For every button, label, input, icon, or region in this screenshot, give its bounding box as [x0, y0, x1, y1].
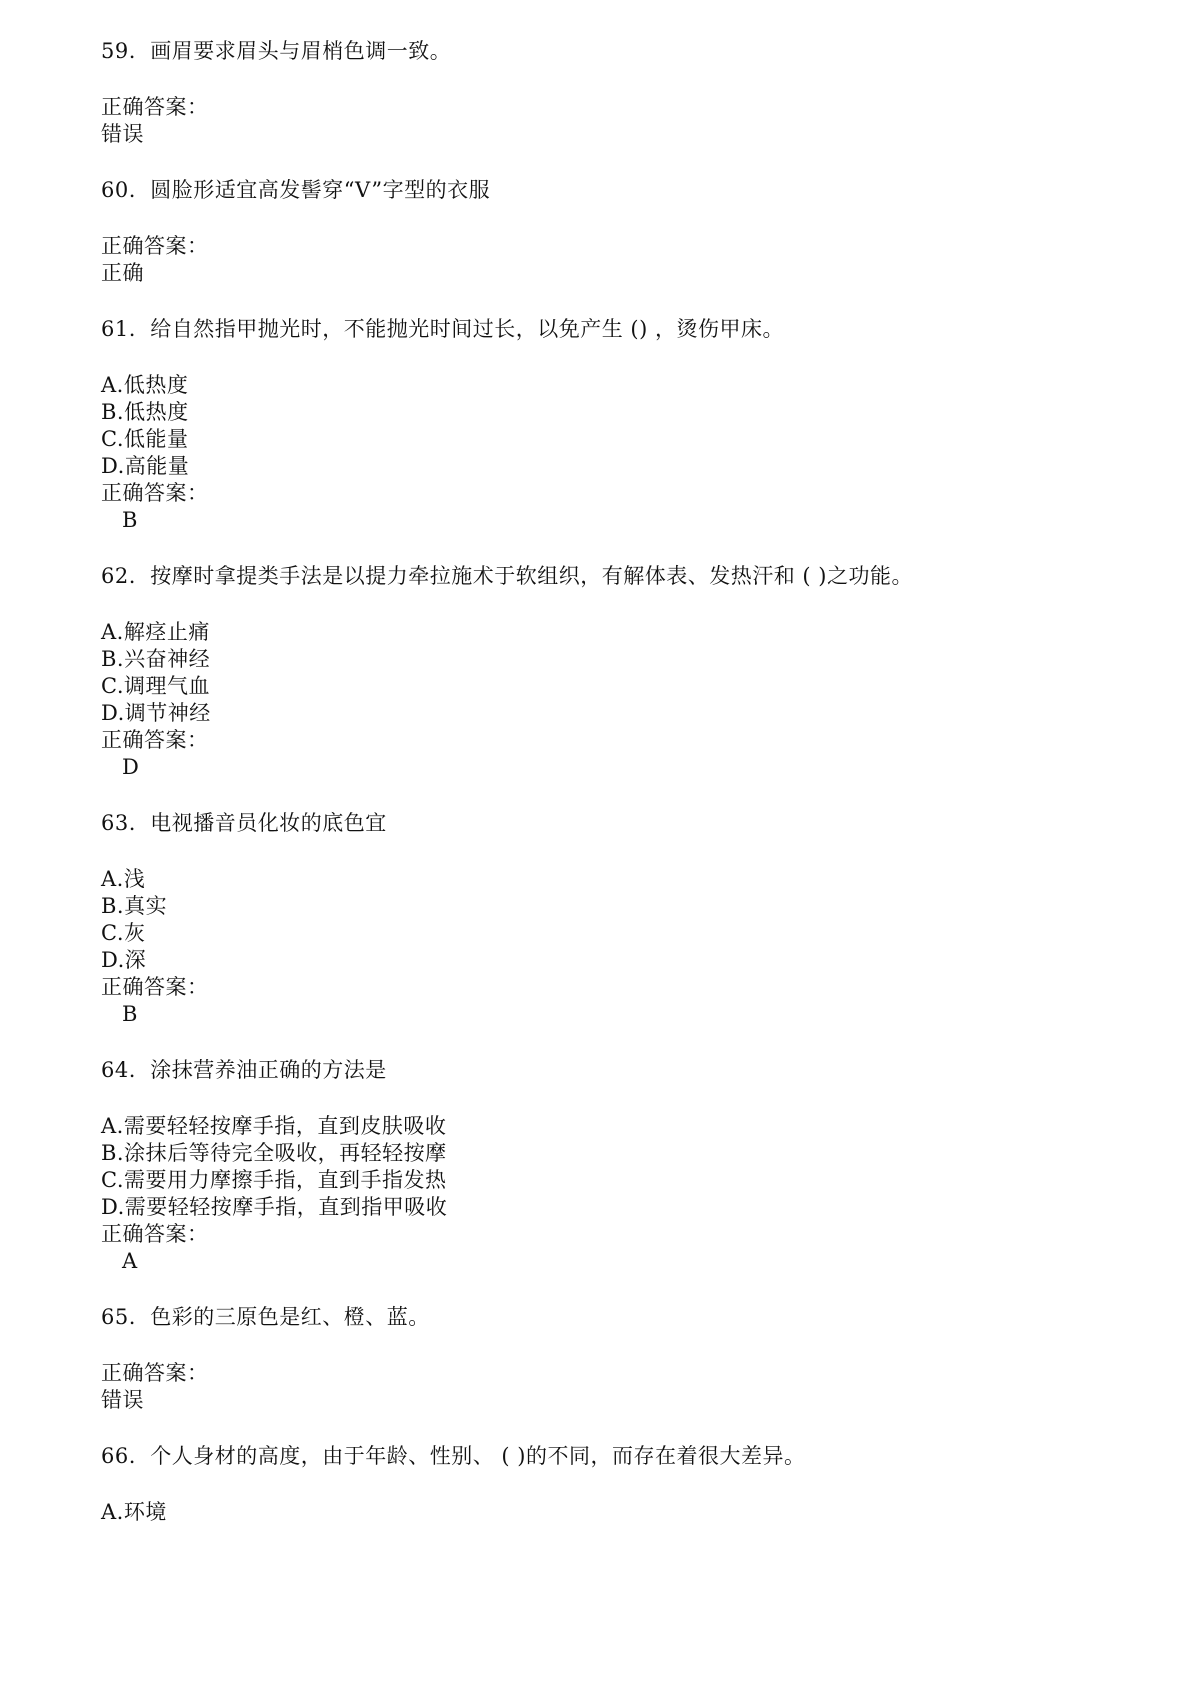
option-b: B.低热度 [101, 400, 189, 424]
option-d: D.高能量 [101, 454, 190, 478]
answer-label: 正确答案： [101, 481, 209, 505]
answer-label: 正确答案： [101, 728, 209, 752]
option-a: A.低热度 [101, 373, 189, 397]
answer-value: 错误 [101, 122, 144, 146]
question-stem: 64. 涂抹营养油正确的方法是 [101, 1058, 387, 1082]
question-stem: 66. 个人身材的高度，由于年龄、性别、 ( )的不同，而存在着很大差异。 [101, 1444, 806, 1468]
answer-value: A [122, 1249, 138, 1273]
answer-value: B [122, 1002, 138, 1026]
answer-label: 正确答案： [101, 1222, 209, 1246]
answer-label: 正确答案： [101, 975, 209, 999]
answer-value: 正确 [101, 261, 144, 285]
option-b: B.涂抹后等待完全吸收，再轻轻按摩 [101, 1141, 447, 1165]
option-c: C.低能量 [101, 427, 189, 451]
answer-value: D [122, 755, 140, 779]
option-b: B.兴奋神经 [101, 647, 211, 671]
answer-label: 正确答案： [101, 234, 209, 258]
answer-label: 正确答案： [101, 95, 209, 119]
question-stem: 65. 色彩的三原色是红、橙、蓝。 [101, 1305, 430, 1329]
option-a: A.解痉止痛 [101, 620, 210, 644]
option-d: D.需要轻轻按摩手指，直到指甲吸收 [101, 1195, 448, 1219]
option-a: A.需要轻轻按摩手指，直到皮肤吸收 [101, 1114, 447, 1138]
option-d: D.深 [101, 948, 147, 972]
question-stem: 60. 圆脸形适宜高发髻穿“V”字型的衣服 [101, 178, 491, 202]
option-a: A.环境 [101, 1500, 167, 1524]
question-stem: 59. 画眉要求眉头与眉梢色调一致。 [101, 39, 452, 63]
option-c: C.调理气血 [101, 674, 210, 698]
option-c: C.灰 [101, 921, 146, 945]
question-stem: 63. 电视播音员化妆的底色宜 [101, 811, 387, 835]
option-b: B.真实 [101, 894, 168, 918]
option-c: C.需要用力摩擦手指，直到手指发热 [101, 1168, 447, 1192]
option-d: D.调节神经 [101, 701, 211, 725]
option-a: A.浅 [101, 867, 146, 891]
answer-value: 错误 [101, 1388, 144, 1412]
question-stem: 61. 给自然指甲抛光时，不能抛光时间过长，以免产生 () ，烫伤甲床。 [101, 317, 784, 341]
question-stem: 62. 按摩时拿提类手法是以提力牵拉施术于软组织，有解体表、发热汗和 ( )之功能。 [101, 564, 913, 588]
answer-value: B [122, 508, 138, 532]
answer-label: 正确答案： [101, 1361, 209, 1385]
